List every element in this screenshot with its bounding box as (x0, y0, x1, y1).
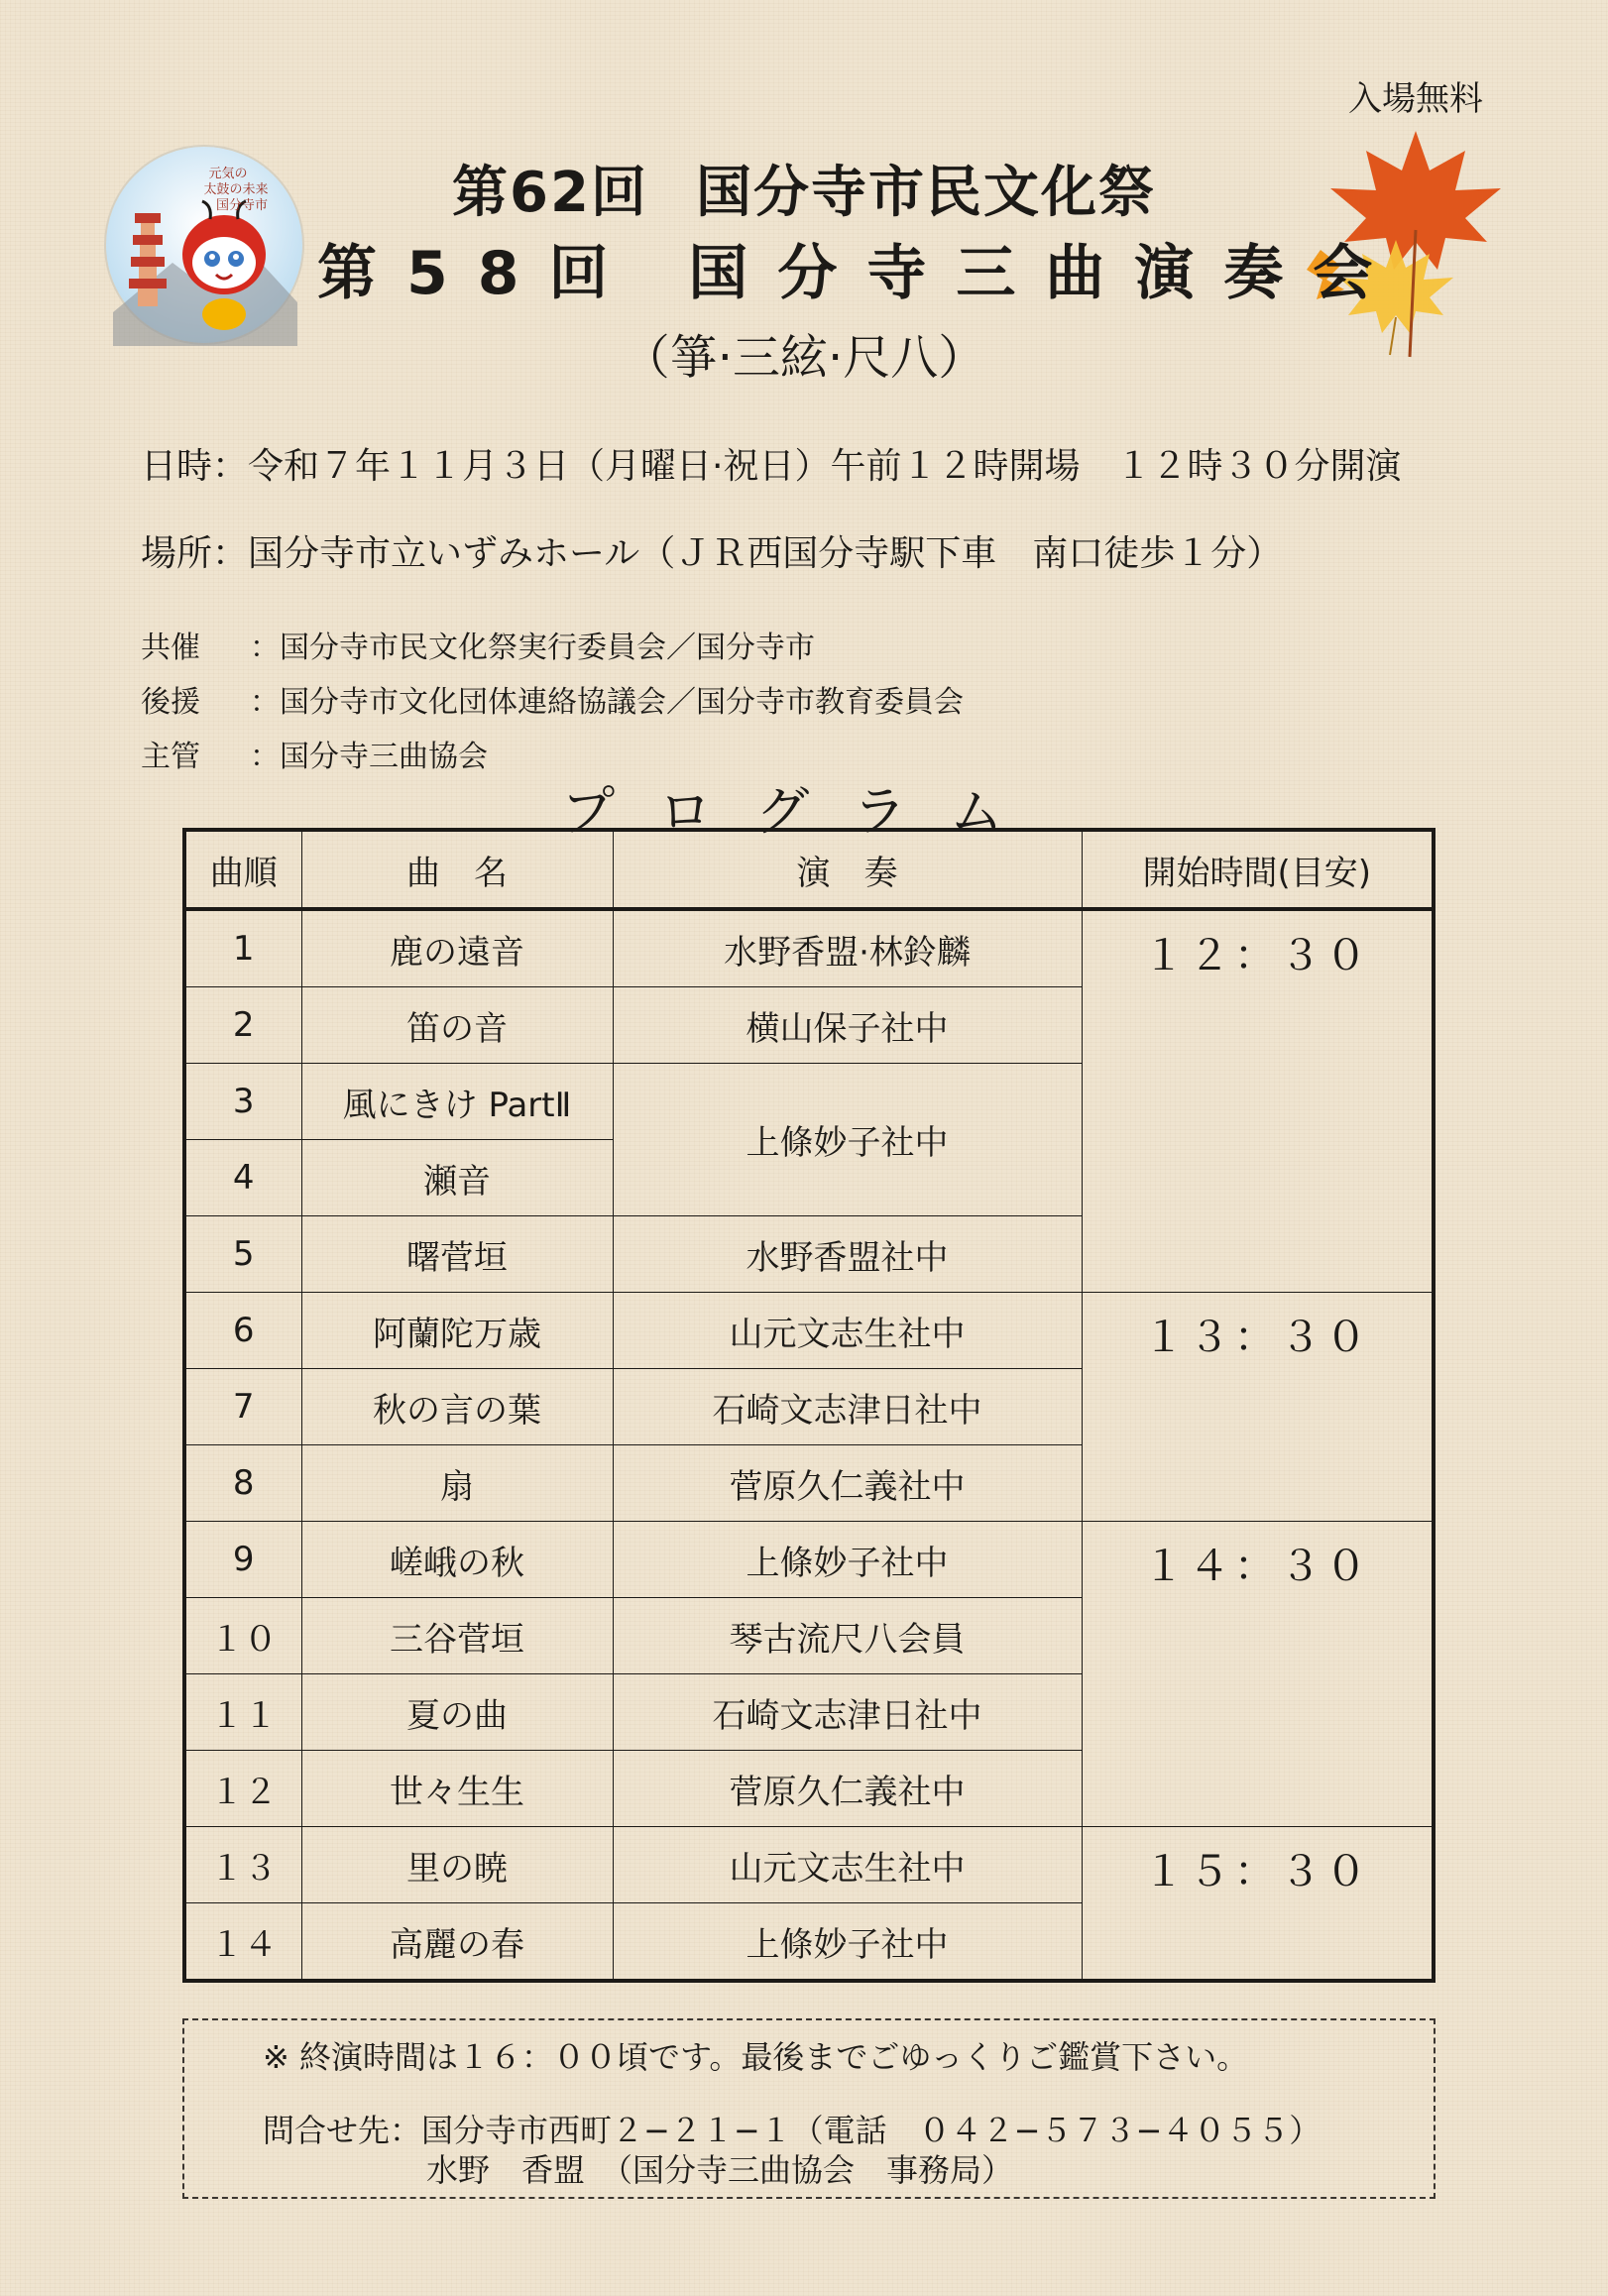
support-value: ：国分寺市文化団体連絡協議会／国分寺市教育委員会 (250, 685, 964, 720)
row-title: 笛の音 (301, 987, 613, 1064)
support-row (141, 677, 964, 721)
row-performer: 山元文志生社中 (613, 1293, 1082, 1369)
start-time-cell: １３：３０ (1082, 1293, 1434, 1522)
end-time-note: ※ 終演時間は１６：００頃です。最後までごゆっくりご鑑賞下さい。 (263, 2038, 1249, 2076)
contact-address: 問合せ先：国分寺市西町２−２１−１（電話 ０４２−５７３−４０５５） (263, 2112, 1321, 2149)
logo-text-2: 太鼓の未来 (203, 182, 269, 197)
row-performer: 石崎文志津日社中 (613, 1369, 1082, 1445)
row-title: 夏の曲 (301, 1674, 613, 1751)
header-order: 曲順 (184, 830, 301, 909)
concert-title: 第58回 国分寺三曲演奏会 (317, 239, 1403, 308)
row-performer: 横山保子社中 (613, 987, 1082, 1064)
program-heading: プログラム (561, 780, 1047, 843)
row-number: １２ (184, 1751, 301, 1827)
logo-text-1: 元気の (208, 167, 248, 181)
row-performer: 菅原久仁義社中 (613, 1445, 1082, 1522)
row-number: １１ (184, 1674, 301, 1751)
festival-edition: 第62回 (452, 161, 648, 225)
row-title: 風にきけ PartⅡ (301, 1064, 613, 1140)
contact-person: 水野 香盟 （国分寺三曲協会 事務局） (426, 2151, 1014, 2189)
table-row (184, 1293, 1434, 1369)
row-performer: 山元文志生社中 (613, 1827, 1082, 1903)
row-performer: 上條妙子社中 (613, 1522, 1082, 1598)
row-title: 阿蘭陀万歳 (301, 1293, 613, 1369)
row-title: 三谷菅垣 (301, 1598, 613, 1674)
table-row (184, 1827, 1434, 1903)
row-performer: 水野香盟社中 (613, 1216, 1082, 1293)
festival-name: 国分寺市民文化祭 (695, 161, 1156, 225)
co-host-label: 共催 (141, 631, 200, 665)
row-performer: 琴古流尺八会員 (613, 1598, 1082, 1674)
start-time-cell: １５：３０ (1082, 1827, 1434, 1982)
row-performer: 石崎文志津日社中 (613, 1674, 1082, 1751)
row-number: 1 (184, 909, 301, 987)
row-performer: 上條妙子社中 (613, 1064, 1082, 1216)
row-title: 里の暁 (301, 1827, 613, 1903)
admission-free-label: 入場無料 (1348, 79, 1483, 119)
row-performer: 菅原久仁義社中 (613, 1751, 1082, 1827)
instruments-subtitle: （箏·三絃·尺八） (622, 330, 986, 386)
header-title: 曲 名 (301, 830, 613, 909)
co-host-value: ：国分寺市民文化祭実行委員会／国分寺市 (250, 631, 815, 665)
row-title: 鹿の遠音 (301, 909, 613, 987)
row-number: 5 (184, 1216, 301, 1293)
row-number: 7 (184, 1369, 301, 1445)
row-title: 高麗の春 (301, 1903, 613, 1982)
row-title: 秋の言の葉 (301, 1369, 613, 1445)
support-label: 後援 (141, 685, 200, 720)
logo-text-3: 国分寺市 (215, 198, 269, 213)
row-performer: 水野香盟·林鈴麟 (613, 909, 1082, 987)
row-number: 6 (184, 1293, 301, 1369)
table-header-row (184, 830, 1434, 909)
row-title: 世々生生 (301, 1751, 613, 1827)
co-host-row (141, 623, 815, 666)
event-venue: 場所：国分寺市立いずみホール（ＪＲ西国分寺駅下車 南口徒歩１分） (141, 533, 1283, 574)
organizer-value: ：国分寺三曲協会 (250, 740, 488, 774)
event-datetime: 日時：令和７年１１月３日（月曜日·祝日）午前１２時開場 １２時３０分開演 (141, 446, 1402, 487)
table-row (184, 909, 1434, 987)
header-performer: 演 奏 (613, 830, 1082, 909)
header-start-time: 開始時間(目安) (1082, 830, 1434, 909)
row-number: 8 (184, 1445, 301, 1522)
row-number: 3 (184, 1064, 301, 1140)
row-number: 2 (184, 987, 301, 1064)
organizer-label: 主管 (141, 740, 200, 774)
program-table (182, 828, 1436, 1983)
row-title: 曙菅垣 (301, 1216, 613, 1293)
row-title: 瀬音 (301, 1140, 613, 1216)
row-number: 4 (184, 1140, 301, 1216)
row-number: １３ (184, 1827, 301, 1903)
row-title: 扇 (301, 1445, 613, 1522)
row-title: 嵯峨の秋 (301, 1522, 613, 1598)
row-number: １０ (184, 1598, 301, 1674)
festival-title (0, 149, 1608, 228)
start-time-cell: １２：３０ (1082, 909, 1434, 1293)
row-performer: 上條妙子社中 (613, 1903, 1082, 1982)
row-number: 9 (184, 1522, 301, 1598)
table-row (184, 1522, 1434, 1598)
row-number: １４ (184, 1903, 301, 1982)
start-time-cell: １４：３０ (1082, 1522, 1434, 1827)
